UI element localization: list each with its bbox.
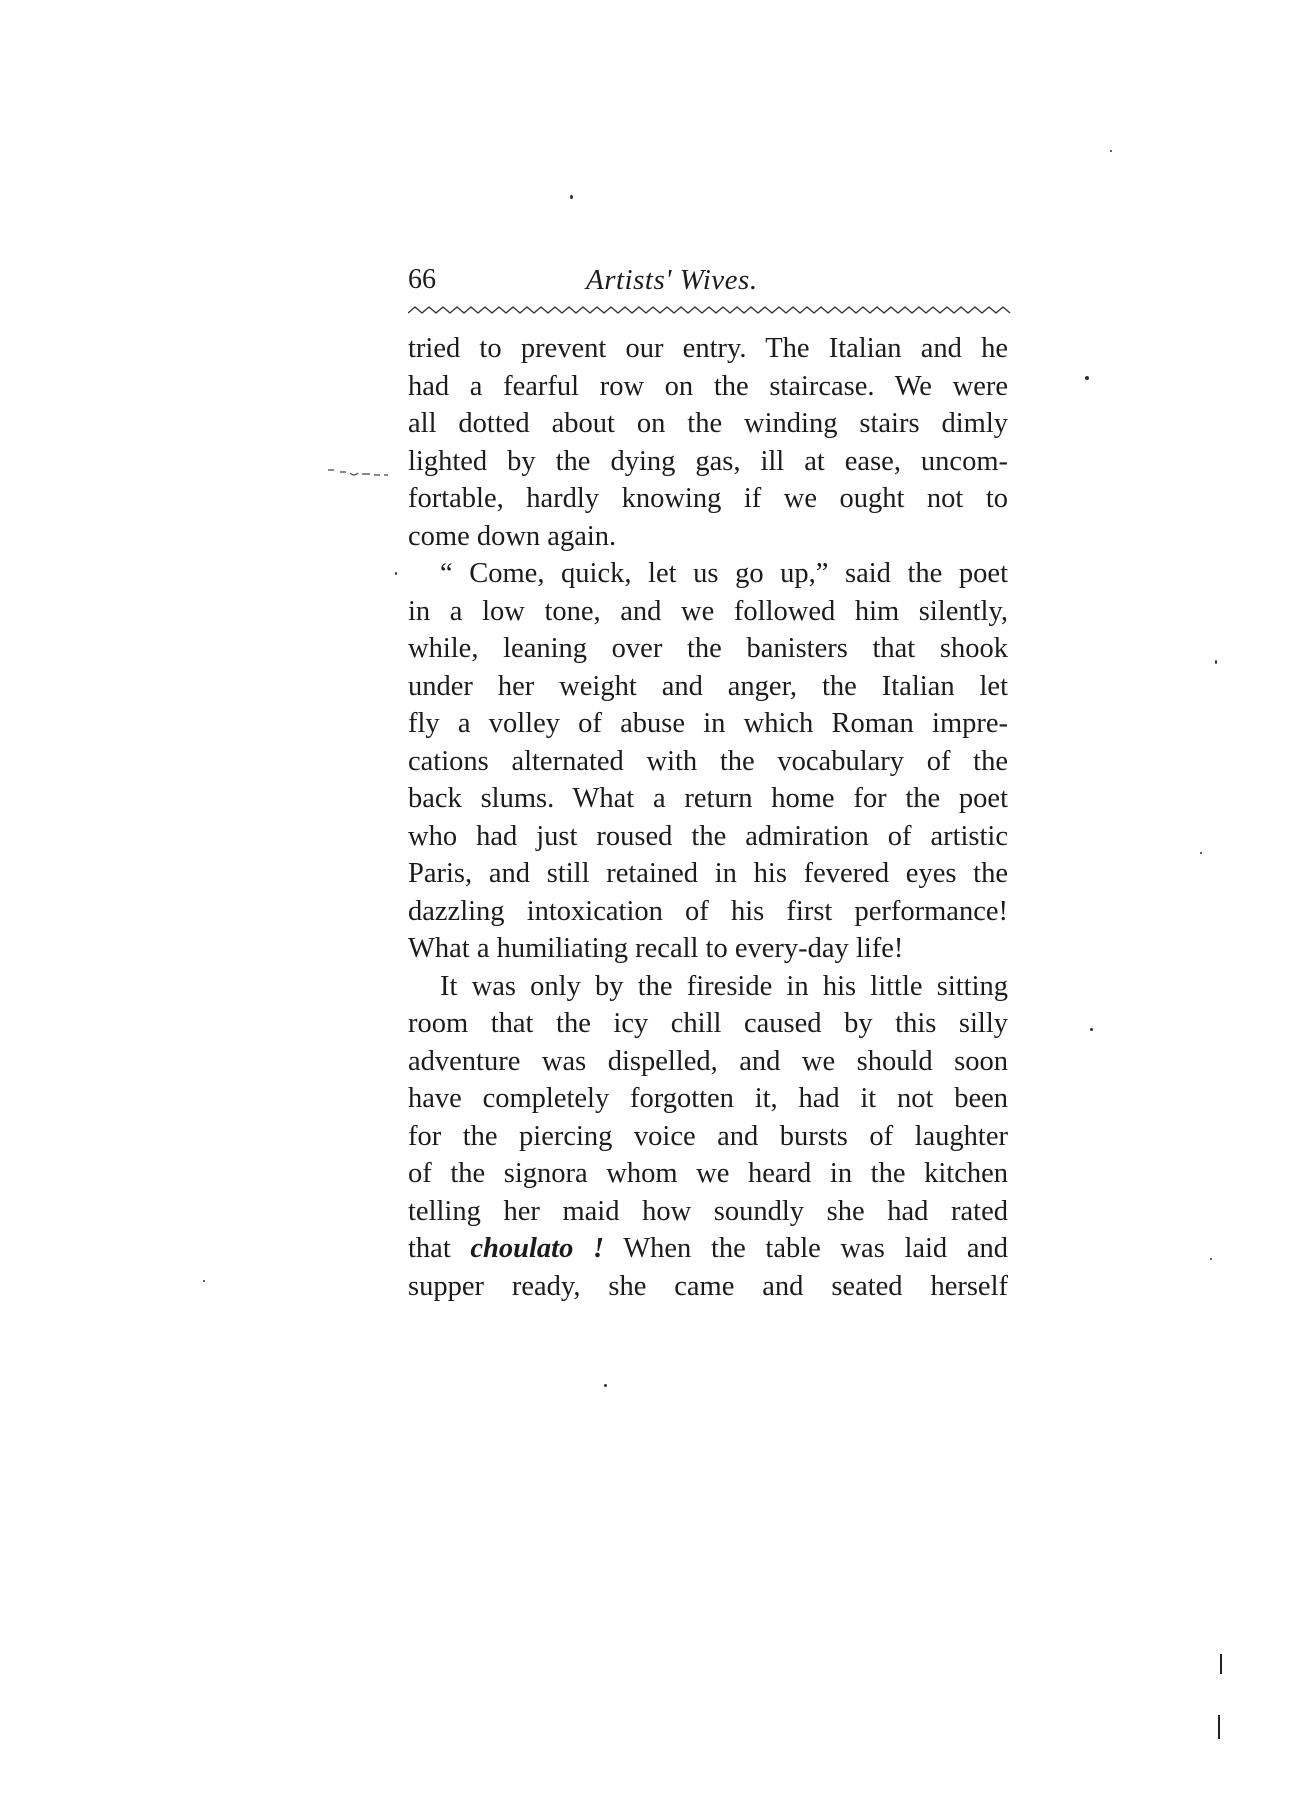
speck bbox=[1210, 1258, 1212, 1260]
text-line: telling her maid how soundly she had rated bbox=[408, 1195, 1008, 1227]
ornamental-rule bbox=[408, 305, 1013, 315]
text-line: had a fearful row on the staircase. We were bbox=[408, 370, 1008, 402]
text-line-special bbox=[408, 1230, 1008, 1268]
margin-mark bbox=[326, 466, 406, 480]
text-line: under her weight and anger, the Italian let bbox=[408, 670, 1008, 702]
text-line-special-after: When the table was laid and bbox=[604, 1233, 1008, 1264]
text-line: fortable, hardly knowing if we ought not to bbox=[408, 483, 1008, 514]
text-line: back slums. What a return home for the poet bbox=[408, 783, 1008, 814]
speck bbox=[1200, 852, 1202, 854]
body-text bbox=[408, 330, 1008, 1305]
edge-mark bbox=[1220, 1654, 1222, 1674]
text-line: cations alternated with the vocabulary of the bbox=[408, 745, 1008, 777]
speck bbox=[570, 195, 573, 199]
text-line-special-before: that bbox=[408, 1233, 471, 1264]
speck bbox=[1090, 1028, 1093, 1031]
text-line: lighted by the dying gas, ill at ease, uncom- bbox=[408, 445, 1008, 477]
text-line: tried to prevent our entry. The Italian and he bbox=[408, 333, 1008, 364]
text-line: while, leaning over the banisters that shook bbox=[408, 633, 1008, 664]
speck bbox=[395, 572, 397, 575]
text-line-final: supper ready, she came and seated herself bbox=[408, 1270, 1008, 1302]
text-line: who had just roused the admiration of artistic bbox=[408, 820, 1008, 852]
text-line: Paris, and still retained in his fevered eyes the bbox=[408, 858, 1008, 889]
text-line: of the signora whom we heard in the kitchen bbox=[408, 1158, 1008, 1189]
edge-mark bbox=[1218, 1715, 1220, 1739]
text-line: What a humiliating recall to every-day life! bbox=[408, 933, 904, 964]
text-line: come down again. bbox=[408, 520, 617, 552]
italic-word: choulato ! bbox=[470, 1233, 605, 1264]
speck bbox=[604, 1384, 607, 1387]
page-header bbox=[408, 260, 1013, 300]
text-line: dazzling intoxication of his first performance! bbox=[408, 895, 1008, 927]
speck bbox=[1085, 376, 1089, 380]
text-line: adventure was dispelled, and we should soon bbox=[408, 1045, 1008, 1077]
text-line: “ Come, quick, let us go up,” said the poet bbox=[440, 558, 1008, 589]
text-line: all dotted about on the winding stairs dimly bbox=[408, 408, 1008, 439]
speck bbox=[203, 1280, 205, 1282]
text-line: for the piercing voice and bursts of laughter bbox=[408, 1120, 1008, 1152]
text-line: have completely forgotten it, had it not been bbox=[408, 1083, 1008, 1114]
text-line: room that the icy chill caused by this silly bbox=[408, 1008, 1008, 1039]
text-line: in a low tone, and we followed him silently, bbox=[408, 595, 1008, 627]
page-number: 66 bbox=[408, 264, 436, 295]
speck bbox=[1110, 150, 1112, 152]
text-lines bbox=[408, 330, 1008, 1230]
running-title: Artists' Wives. bbox=[586, 264, 758, 296]
speck bbox=[1215, 660, 1217, 664]
text-line: It was only by the fireside in his little sitting bbox=[440, 970, 1008, 1002]
text-line: fly a volley of abuse in which Roman impre- bbox=[408, 708, 1008, 739]
